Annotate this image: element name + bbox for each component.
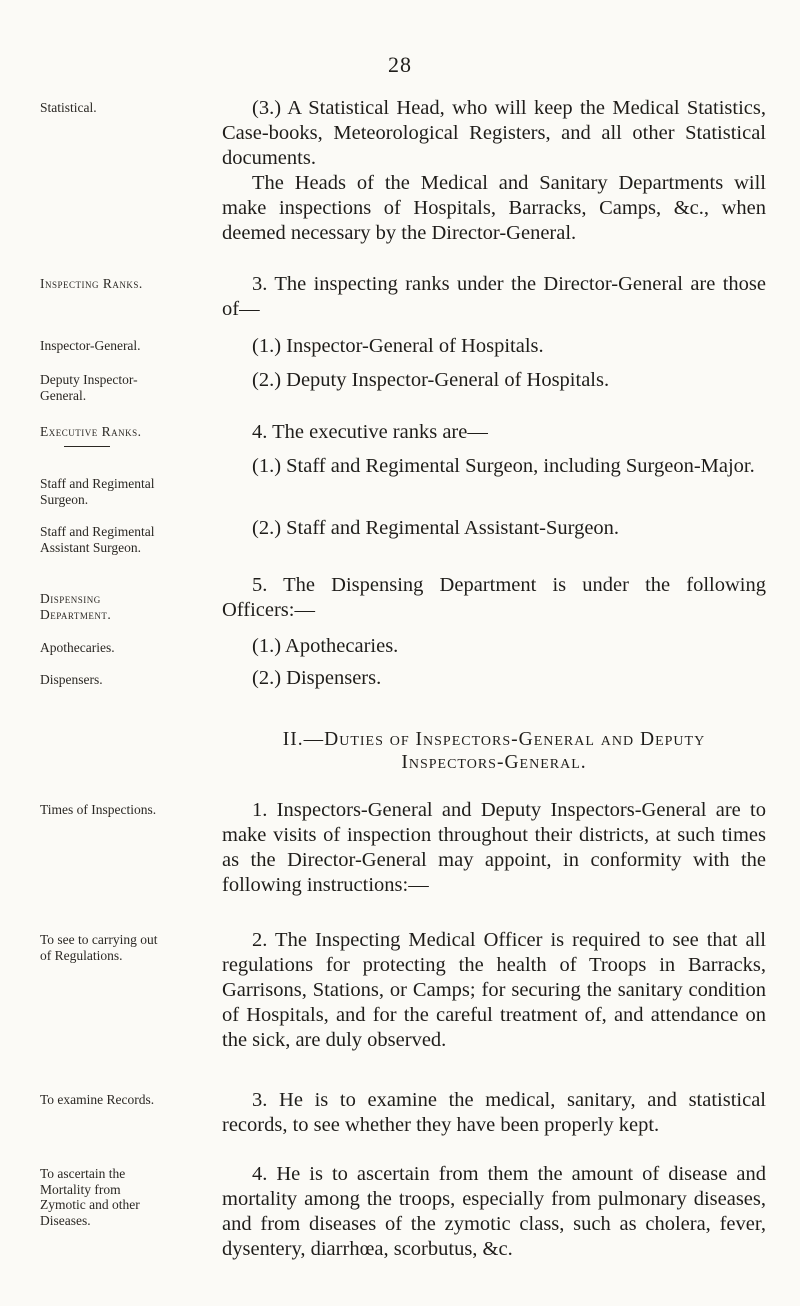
margin-note-deputy-inspector-general: Deputy Inspector-General. <box>40 372 138 403</box>
inspecting-ranks-intro: 3. The inspecting ranks under the Director-General are those of— <box>222 273 766 320</box>
dispensing-intro: 5. The Dispensing Department is under the following Officers:— <box>222 574 766 621</box>
section-heading-line-2: Inspectors-General. <box>401 752 587 773</box>
page-number: 28 <box>388 52 412 77</box>
paragraph-inspecting-ranks <box>222 272 766 322</box>
paragraph-duty-2 <box>222 928 766 1053</box>
list-item <box>222 634 766 659</box>
dispensing-2: (2.) Dispensers. <box>252 667 382 689</box>
duty-2-text: 2. The Inspecting Medical Officer is required to see that all regulations for protecting the health of Troops in Barracks, Garrisons, Stations, or Camps; for securing the sanitary condition of Hospitals, and for the careful treatment of, and attendance on the sick, are duly observed. <box>222 929 766 1051</box>
section-heading <box>222 728 766 774</box>
executive-rank-1: (1.) Staff and Regimental Surgeon, including Surgeon-Major. <box>252 455 755 477</box>
executive-rank-2: (2.) Staff and Regimental Assistant-Surgeon. <box>252 517 620 539</box>
paragraph-duty-4 <box>222 1162 766 1262</box>
list-item <box>222 334 766 359</box>
paragraph-duty-3 <box>222 1088 766 1138</box>
duty-3-text: 3. He is to examine the medical, sanitary, and statistical records, to see whether they have been properly kept. <box>222 1089 766 1136</box>
margin-note-statistical: Statistical. <box>40 100 97 115</box>
inspecting-rank-2: (2.) Deputy Inspector-General of Hospitals. <box>252 369 610 391</box>
margin-note-apothecaries: Apothecaries. <box>40 640 115 655</box>
margin-note-to-see-regulations: To see to carrying out of Regulations. <box>40 932 158 963</box>
paragraph-dispensing <box>222 573 766 623</box>
dispensing-1: (1.) Apothecaries. <box>252 635 399 657</box>
margin-note-dispensing-department: Dispensing Department. <box>40 591 112 622</box>
margin-note-inspecting-ranks: Inspecting Ranks. <box>40 276 143 291</box>
executive-ranks-intro: 4. The executive ranks are— <box>252 421 488 443</box>
heads-inspections-text: The Heads of the Medical and Sanitary Departments will make inspections of Hospitals, Barracks, Camps, &c., when deemed necessary by the Director-General. <box>222 172 766 244</box>
statistical-head-text: (3.) A Statistical Head, who will keep the Medical Statistics, Case-books, Meteorological Registers, and all other Statistical documents. <box>222 97 766 169</box>
margin-note-to-examine-records: To examine Records. <box>40 1092 155 1107</box>
divider <box>64 446 110 447</box>
list-item <box>222 666 766 691</box>
paragraph-duty-1 <box>222 798 766 898</box>
margin-note-times-of-inspections: Times of Inspections. <box>40 802 157 817</box>
list-item <box>222 516 766 541</box>
executive-ranks-label: Executive Ranks. <box>40 424 142 439</box>
duty-1-text: 1. Inspectors-General and Deputy Inspectors-General are to make visits of inspection throughout their districts, at such times as the Director-General may appoint, in conformity with the following instructions:— <box>222 799 766 896</box>
list-item <box>222 454 766 479</box>
list-item <box>222 368 766 393</box>
duty-4-text: 4. He is to ascertain from them the amount of disease and mortality among the troops, especially from pulmonary diseases, and from diseases of the zymotic class, such as cholera, fever, dysentery, diarrhœa, scorbutus, &c. <box>222 1163 766 1260</box>
margin-note-staff-regimental-assistant: Staff and Regimental Assistant Surgeon. <box>40 524 155 555</box>
margin-note-to-ascertain-mortality: To ascertain the Mortality from Zymotic and other Diseases. <box>40 1166 140 1228</box>
margin-note-dispensers: Dispensers. <box>40 672 103 687</box>
margin-note-inspector-general: Inspector-General. <box>40 338 141 353</box>
margin-note-staff-regimental-surgeon: Staff and Regimental Surgeon. <box>40 476 155 507</box>
section-heading-line-1: II.—Duties of Inspectors-General and Deputy <box>282 729 706 750</box>
inspecting-rank-1: (1.) Inspector-General of Hospitals. <box>252 335 544 357</box>
paragraph-statistical-head <box>222 96 766 246</box>
margin-note-executive-ranks <box>40 424 168 453</box>
paragraph-executive-ranks <box>222 420 766 445</box>
